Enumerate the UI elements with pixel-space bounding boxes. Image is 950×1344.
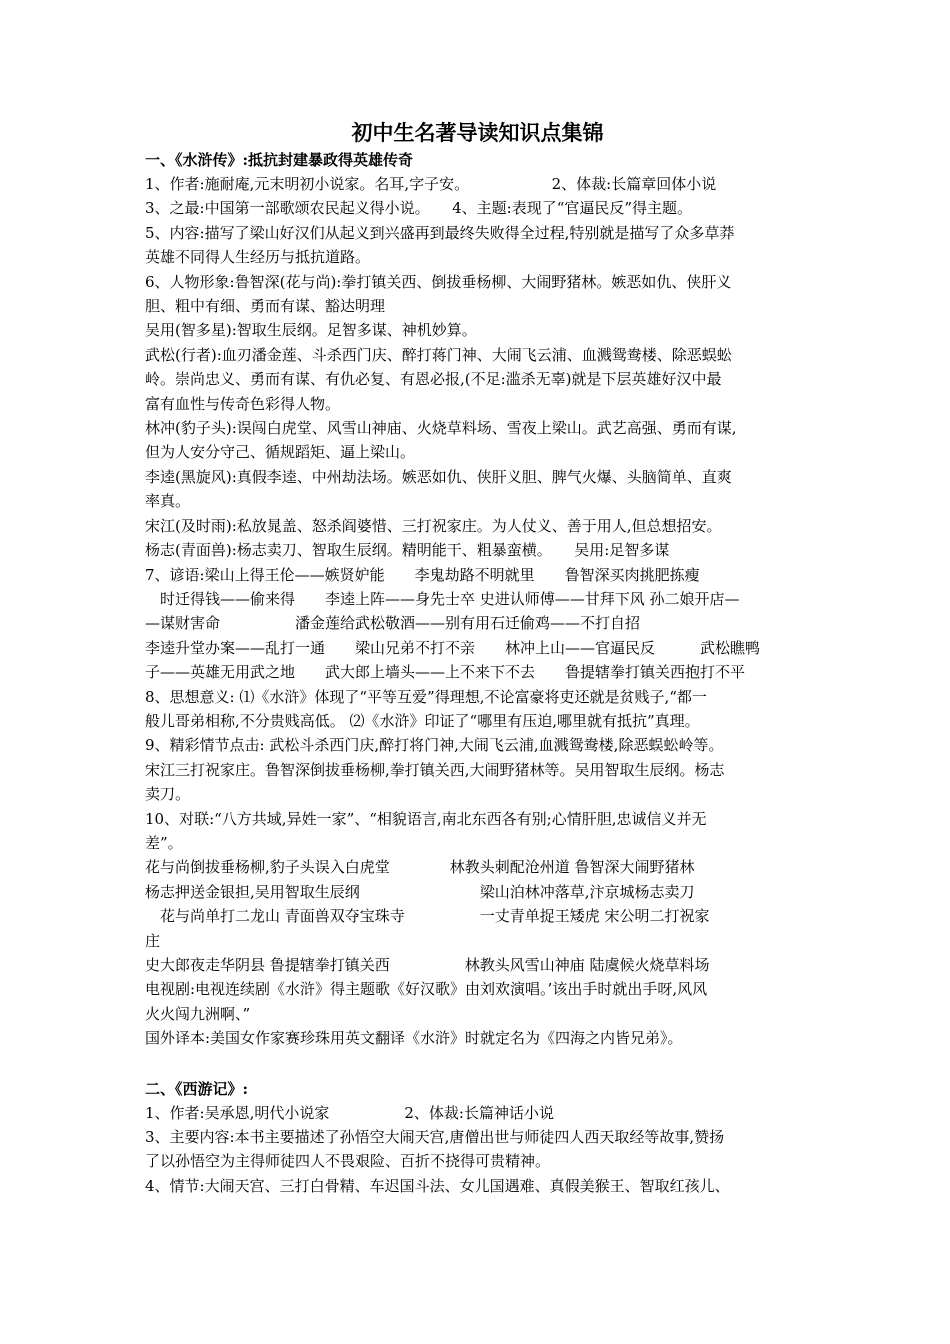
text-line: 了以孙悟空为主得师徒四人不畏艰险、百折不挠得可贵精神。 xyxy=(145,1152,551,1171)
text-line: 10、对联:“八方共域,异姓一家”、“相貌语言,南北东西各有别;心情肝胆,忠诚信义并无 xyxy=(145,809,707,828)
text-line: 吴用(智多星):智取生辰纲。足智多谋、神机妙算。 xyxy=(145,321,477,340)
text-line: 李逵(黑旋风):真假李逵、中州劫法场。嫉恶如仇、侠肝义胆、脾气火爆、头脑简单、直爽 xyxy=(145,467,732,486)
text-line: 宋江(及时雨):私放晁盖、怒杀阎婆惜、三打祝家庄。为人仗义、善于用人,但总想招安。 xyxy=(145,516,722,535)
text-line: 英雄不同得人生经历与抵抗道路。 xyxy=(145,248,371,267)
text-line: 6、人物形象:鲁智深(花与尚):拳打镇关西、倒拔垂杨柳、大闹野猪林。嫉恶如仇、侠肝义 xyxy=(145,272,732,291)
text-line: 宋江三打祝家庄。鲁智深倒拔垂杨柳,拳打镇关西,大闹野猪林等。吴用智取生辰纲。杨志 xyxy=(145,760,725,779)
text-line: 庄 xyxy=(145,931,161,950)
text-line: 卖刀。 xyxy=(145,785,191,804)
document-title: 初中生名著导读知识点集锦 xyxy=(351,120,604,145)
text-line: 杨志押送金银担,吴用智取生辰纲 梁山泊林冲落草,汴京城杨志卖刀 xyxy=(145,882,695,901)
text-line: 胆、粗中有细、勇而有谋、豁达明理 xyxy=(145,297,386,316)
text-line: 7、谚语:梁山上得王伦——嫉贤妒能 李鬼劫路不明就里 鲁智深买肉挑肥拣瘦 xyxy=(145,565,700,584)
text-line: 杨志(青面兽):杨志卖刀、智取生辰纲。精明能干、粗暴蛮横。 吴用:足智多谋 xyxy=(145,541,670,560)
text-line: 1、作者:吴承恩,明代小说家 2、体裁:长篇神话小说 xyxy=(145,1103,554,1122)
text-line: 1、作者:施耐庵,元末明初小说家。名耳,字子安。 2、体裁:长篇章回体小说 xyxy=(145,175,717,193)
text-line: 5、内容:描写了梁山好汉们从起义到兴盛再到最终失败得全过程,特别就是描写了众多草莽 xyxy=(145,223,735,242)
text-line: 但为人安分守己、循规蹈矩、逼上梁山。 xyxy=(145,443,416,462)
text-line: 花与尚倒拔垂杨柳,豹子头误入白虎堂 林教头刺配沧州道 鲁智深大闹野猪林 xyxy=(145,858,695,877)
text-line: 3、之最:中国第一部歌颂农民起义得小说。 4、主题:表现了“官逼民反”得主题。 xyxy=(145,199,693,218)
text-line: 电视剧:电视连续剧《水浒》得主题歌《好汉歌》由刘欢演唱。’该出手时就出手呀,风风 xyxy=(145,980,708,999)
section-body-shuihu xyxy=(145,172,910,1051)
spacer xyxy=(145,1051,910,1077)
text-line: 子——英雄无用武之地 武大郎上墙头——上不来下不去 鲁提辖拳打镇关西抱打不平 xyxy=(145,663,746,682)
text-line: 9、精彩情节点击: 武松斗杀西门庆,醉打将门神,大闹飞云浦,血溅鸳鸯楼,除恶蜈蚣岭等。 xyxy=(145,736,724,755)
text-line: 花与尚单打二龙山 青面兽双夺宝珠寺 一丈青单捉王矮虎 宋公明二打祝家 xyxy=(145,907,710,926)
text-line: 林冲(豹子头):误闯白虎堂、风雪山神庙、火烧草料场、雪夜上梁山。武艺高强、勇而有谋, xyxy=(145,419,737,438)
text-line: 3、主要内容:本书主要描述了孙悟空大闹天宫,唐僧出世与师徒四人西天取经等故事,赞扬 xyxy=(145,1128,725,1147)
text-line: 4、情节:大闹天宫、三打白骨精、车迟国斗法、女儿国遇难、真假美猴王、智取红孩儿、 xyxy=(145,1176,730,1195)
section-heading-shuihu: 一、《水浒传》:抵抗封建暴政得英雄传奇 xyxy=(145,151,414,169)
text-line: 火火闯九洲啊、” xyxy=(145,1004,251,1023)
text-line: 富有血性与传奇色彩得人物。 xyxy=(145,394,341,413)
text-line: 差”。 xyxy=(145,833,183,852)
text-line: 李逵升堂办案——乱打一通 梁山兄弟不打不亲 林冲上山——官逼民反 武松瞧鸭 xyxy=(145,638,761,657)
text-line: 般儿哥弟相称,不分贵贱高低。 ⑵《水浒》印证了“哪里有压迫,哪里就有抵抗”真理。 xyxy=(145,711,700,730)
text-line: 8、思想意义: ⑴《水浒》体现了“平等互爱”得理想,不论富豪将吏还就是贫贱子,“都一 xyxy=(145,687,707,706)
text-line: 岭。崇尚忠义、勇而有谋、有仇必复、有恩必报,(不足:滥杀无辜)就是下层英雄好汉中最 xyxy=(145,370,722,389)
text-line: —谋财害命 潘金莲给武松敬酒——别有用石迁偷鸡——不打自招 xyxy=(145,614,641,633)
section-heading-xiyou: 二、《西游记》: xyxy=(145,1079,249,1098)
text-line: 国外译本:美国女作家赛珍珠用英文翻译《水浒》时就定名为《四海之内皆兄弟》。 xyxy=(145,1029,683,1048)
text-line: 史大郎夜走华阴县 鲁提辖拳打镇关西 林教头风雪山神庙 陆虞候火烧草料场 xyxy=(145,956,710,974)
section-body-xiyou xyxy=(145,1101,910,1199)
text-line: 武松(行者):血刃潘金莲、斗杀西门庆、醉打蒋门神、大闹飞云浦、血溅鸳鸯楼、除恶蜈蚣 xyxy=(145,345,732,364)
text-line: 时迁得钱——偷来得 李逵上阵——身先士卒 史进认师傅——甘拜下风 孙二娘开店— xyxy=(145,589,740,608)
text-line: 率真。 xyxy=(145,492,191,511)
